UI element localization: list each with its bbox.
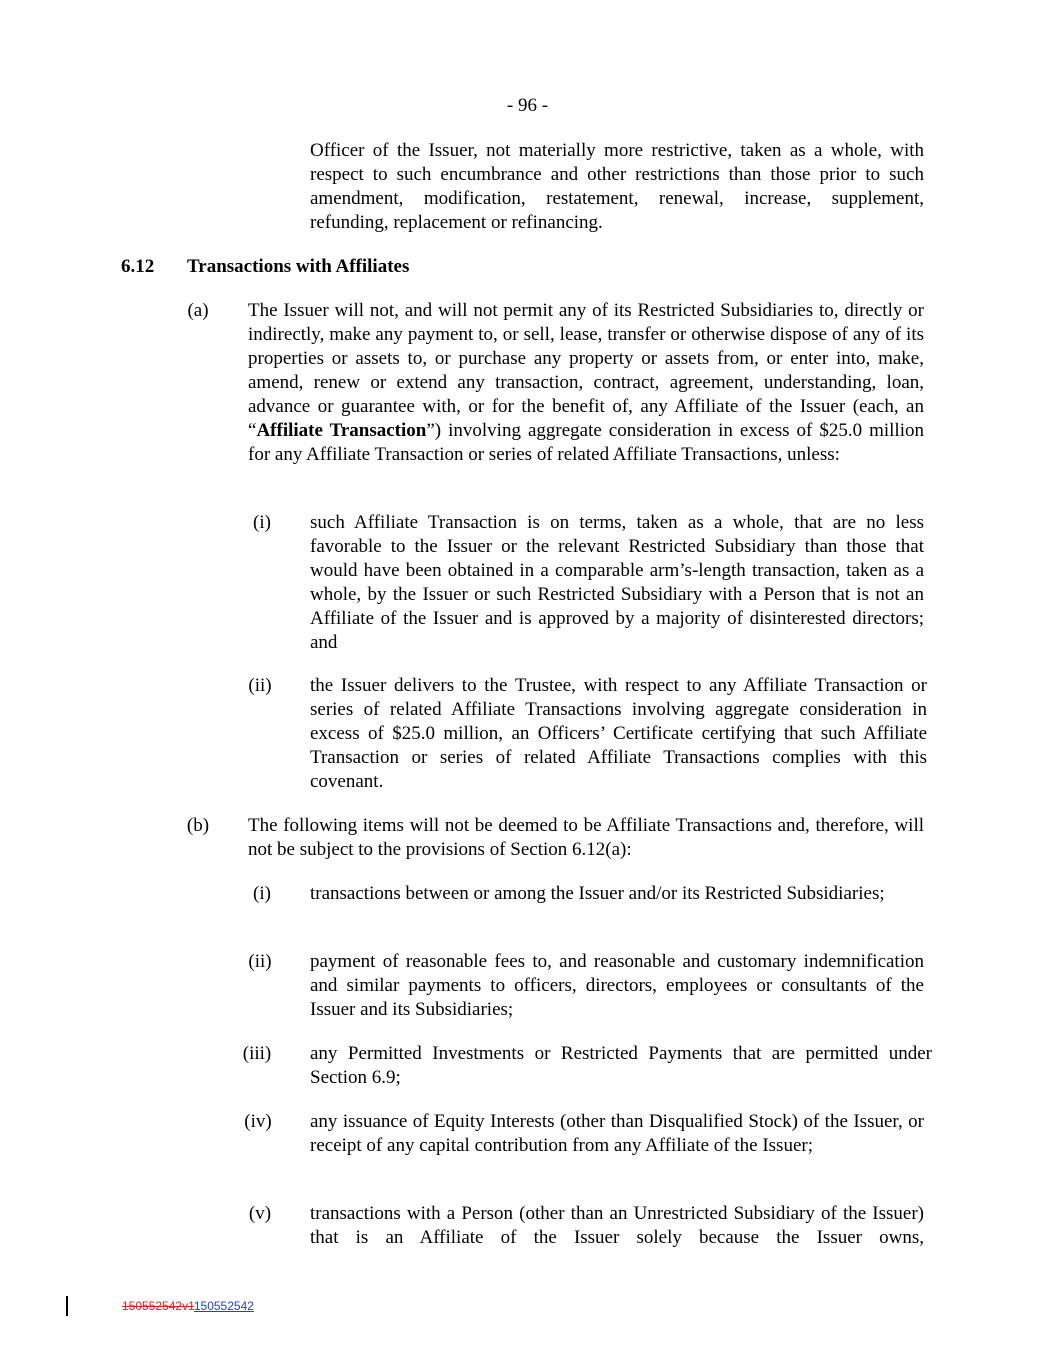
para-b-item-v-text: transactions with a Person (other than an Unrestricted Subsidiary of the Issuer) that is an Affiliate of the Issuer solely because the Issuer owns,	[310, 1203, 924, 1248]
para-b-item-ii-text: payment of reasonable fees to, and reasonable and customary indemnification and similar payments to officers, directors, employees or consultants of the Issuer and its Subsidiaries;	[310, 951, 924, 1020]
para-a-marker: (a)	[187, 300, 209, 321]
document-id-deleted: 150552542v1	[122, 1299, 194, 1313]
document-id	[122, 1299, 254, 1313]
para-a-item-i-marker: (i)	[253, 512, 271, 533]
para-a-item-i-text: such Affiliate Transaction is on terms, taken as a whole, that are no less favorable to the Issuer or the relevant Restricted Subsidiary than those that would have been obtained in a comparable arm’s-length transaction, taken as a whole, by the Issuer or such Restricted Subsidiary with a Person that is not an Affiliate of the Issuer and is approved by a majority of disinterested directors; and	[310, 512, 924, 653]
para-a-text-after: ”) involving aggregate consideration in excess of $25.0 million for any Affiliate Transaction or series of related Affiliate Transactions, unless:	[248, 420, 924, 465]
para-b-item-v-marker: (v)	[248, 1203, 272, 1224]
para-b-item-iii-marker: (iii)	[242, 1043, 272, 1064]
para-a-text-before: The Issuer will not, and will not permit any of its Restricted Subsidiaries to, directly or indirectly, make any payment to, or sell, lease, transfer or otherwise dispose of any of its properties or assets to, or purchase any property or assets from, or enter into, make, amend, renew or extend any transaction, contract, agreement, understanding, loan, advance or guarantee with, or for the benefit of, any Affiliate of the Issuer (each, an “	[248, 300, 924, 441]
para-a-item-ii-marker: (ii)	[248, 675, 272, 696]
section-title: Transactions with Affiliates	[187, 256, 410, 277]
para-b-item-iii-text: any Permitted Investments or Restricted Payments that are permitted under Section 6.9;	[310, 1043, 932, 1088]
para-a-text	[248, 299, 924, 467]
page-number: - 96 -	[506, 95, 549, 116]
document-id-inserted: 150552542	[193, 1299, 254, 1313]
para-b-item-iv-text: any issuance of Equity Interests (other than Disqualified Stock) of the Issuer, or receipt of any capital contribution from any Affiliate of the Issuer;	[310, 1111, 924, 1156]
para-b-marker: (b)	[186, 815, 210, 836]
continuation-paragraph: Officer of the Issuer, not materially more restrictive, taken as a whole, with respect to such encumbrance and other restrictions than those prior to such amendment, modification, restatement, renewal, increase, supplement, refunding, replacement or refinancing.	[310, 140, 924, 233]
para-b-item-ii-marker: (ii)	[248, 951, 272, 972]
para-a-item-ii-text: the Issuer delivers to the Trustee, with respect to any Affiliate Transaction or series of related Affiliate Transactions involving aggregate consideration in excess of $25.0 million, an Officers’ Certificate certifying that such Affiliate Transaction or series of related Affiliate Transactions complies with this covenant.	[310, 675, 927, 792]
defined-term-affiliate-transaction: Affiliate Transaction	[256, 420, 427, 441]
section-heading	[121, 255, 409, 279]
para-b-item-iv-marker: (iv)	[244, 1111, 272, 1132]
section-number: 6.12	[121, 256, 155, 277]
para-b-text: The following items will not be deemed to be Affiliate Transactions and, therefore, will not be subject to the provisions of Section 6.12(a):	[248, 815, 924, 860]
para-b-item-i-marker: (i)	[253, 883, 271, 904]
change-bar	[66, 1296, 68, 1316]
para-b-item-i-text: transactions between or among the Issuer and/or its Restricted Subsidiaries;	[310, 883, 885, 904]
